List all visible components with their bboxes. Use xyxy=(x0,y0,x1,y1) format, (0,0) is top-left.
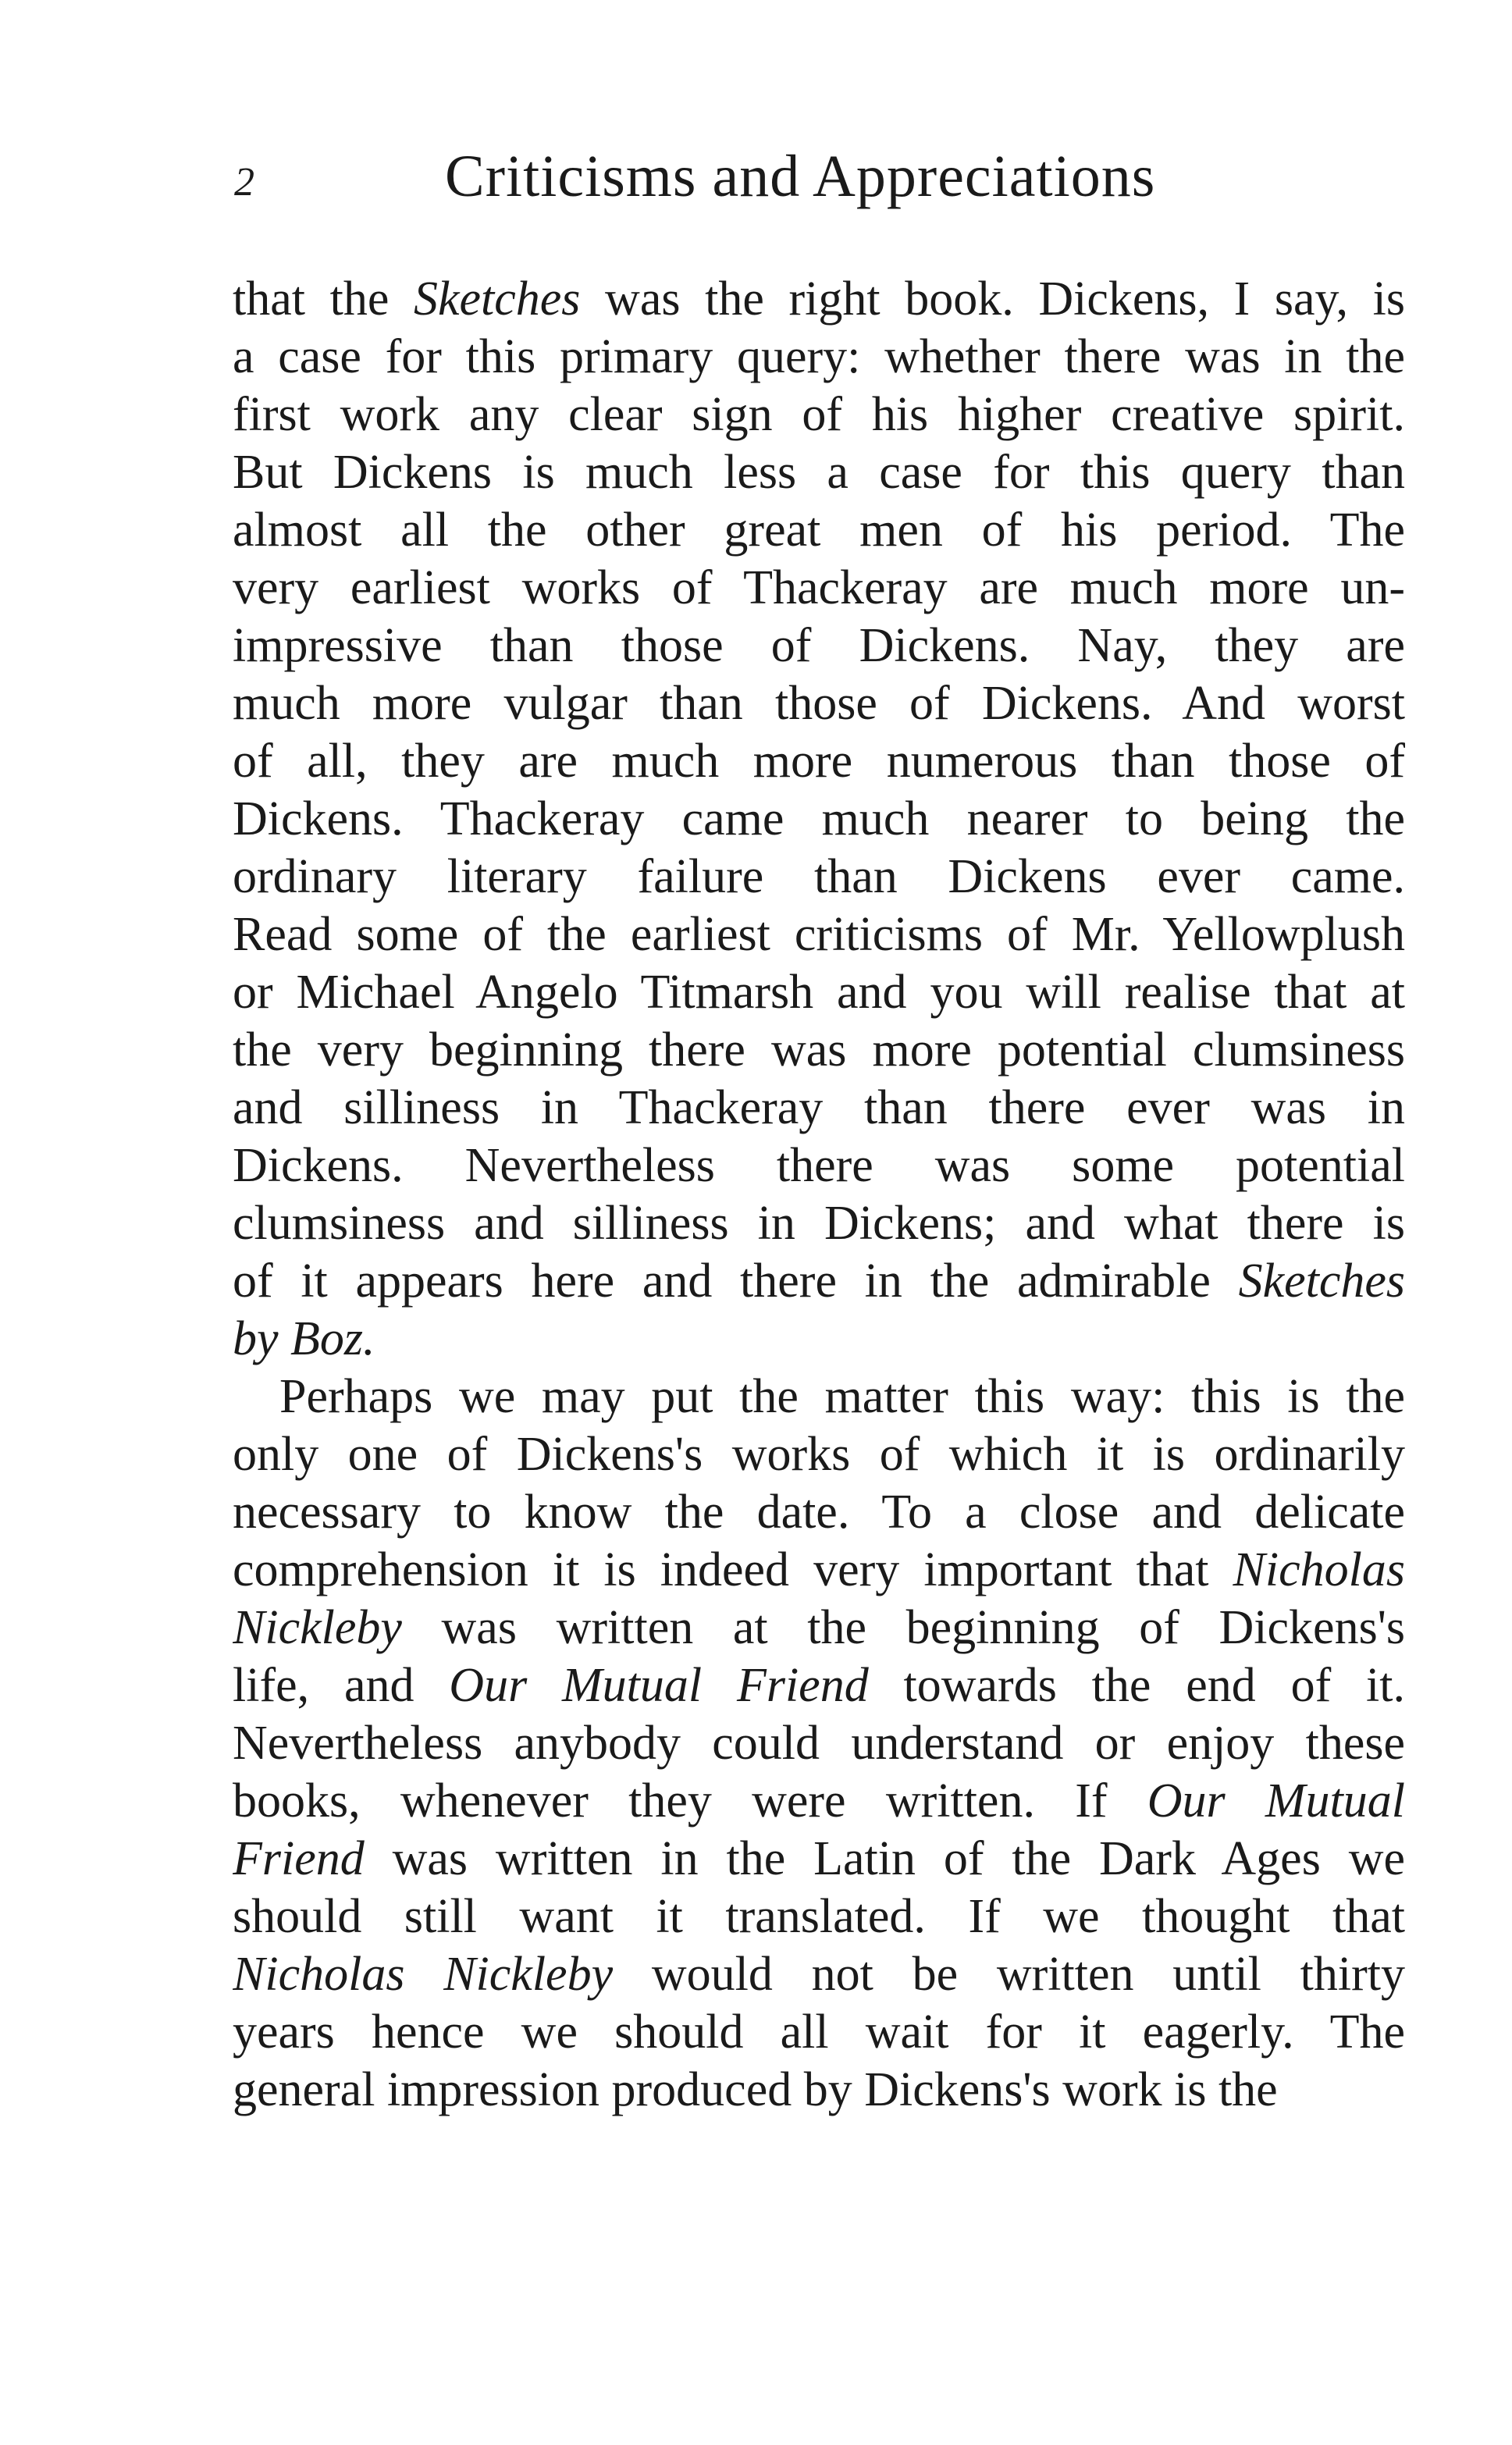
text-line: But Dickens is much less a case for this query than xyxy=(233,446,1405,499)
text-line: general impression produced by Dickens's work is the xyxy=(233,2063,1278,2116)
text-line: first work any clear sign of his higher creative spirit. xyxy=(233,388,1405,441)
text-line: of all, they are much more numerous than those of xyxy=(233,735,1405,788)
italic-title: Our Mutual Friend xyxy=(449,1659,869,1712)
text-line: Nicholas Nickleby would not be written until thirty xyxy=(233,1948,1405,2001)
page-number: 2 xyxy=(234,160,254,205)
text-line: Nevertheless anybody could understand or enjoy these xyxy=(233,1717,1405,1770)
text-line: life, and Our Mutual Friend towards the end of it. xyxy=(233,1659,1405,1712)
text-line: or Michael Angelo Titmarsh and you will realise that at xyxy=(233,966,1405,1019)
text-line: impressive than those of Dickens. Nay, they are xyxy=(233,619,1405,672)
text-line: Dickens. Thackeray came much nearer to being the xyxy=(233,792,1405,845)
text-line: should still want it translated. If we thought that xyxy=(233,1890,1405,1943)
italic-title: Sketches xyxy=(413,272,581,326)
text-line: comprehension it is indeed very important that Nicholas xyxy=(233,1543,1405,1596)
text-line: only one of Dickens's works of which it is ordinarily xyxy=(233,1428,1405,1481)
italic-title: Nicholas xyxy=(1233,1543,1405,1596)
italic-title: Friend xyxy=(233,1832,365,1885)
page-header xyxy=(234,144,1405,233)
text-line xyxy=(233,1310,1405,1368)
text-line: Nickleby was written at the beginning of Dickens's xyxy=(233,1601,1405,1654)
text-line: the very beginning there was more potential clumsiness xyxy=(233,1023,1405,1077)
text-line: that the Sketches was the right book. Dickens, I say, is xyxy=(233,272,1405,326)
text-line: Friend was written in the Latin of the Dark Ages we xyxy=(233,1832,1405,1885)
italic-title: Nicholas Nickleby xyxy=(233,1948,614,2001)
text-line: clumsiness and silliness in Dickens; and what there is xyxy=(233,1197,1405,1250)
italic-title: Our Mutual xyxy=(1147,1774,1405,1828)
text-line: a case for this primary query: whether there was in the xyxy=(233,330,1405,383)
text-line: much more vulgar than those of Dickens. And worst xyxy=(233,677,1405,730)
text-line: of it appears here and there in the admirable Sketches xyxy=(233,1255,1405,1308)
italic-title: Sketches xyxy=(1238,1255,1405,1308)
italic-title: Nickleby xyxy=(233,1601,402,1654)
text-line: Perhaps we may put the matter this way: this is the xyxy=(279,1370,1405,1423)
text-line: necessary to know the date. To a close and delicate xyxy=(233,1486,1405,1539)
text-line: Read some of the earliest criticisms of Mr. Yellowplush xyxy=(233,908,1405,961)
text-line: very earliest works of Thackeray are much more un- xyxy=(233,561,1405,614)
running-head: Criticisms and Appreciations xyxy=(445,144,1156,209)
text-line: Dickens. Nevertheless there was some potential xyxy=(233,1139,1405,1192)
text-line: books, whenever they were written. If Our Mutual xyxy=(233,1774,1405,1828)
text-line: almost all the other great men of his period. The xyxy=(233,504,1405,557)
body-text xyxy=(233,270,1405,2119)
italic-title: by Boz. xyxy=(233,1312,375,1365)
text-line: ordinary literary failure than Dickens ever came. xyxy=(233,850,1405,903)
text-line: and silliness in Thackeray than there ever was in xyxy=(233,1081,1405,1134)
text-line: years hence we should all wait for it eagerly. The xyxy=(233,2005,1405,2059)
